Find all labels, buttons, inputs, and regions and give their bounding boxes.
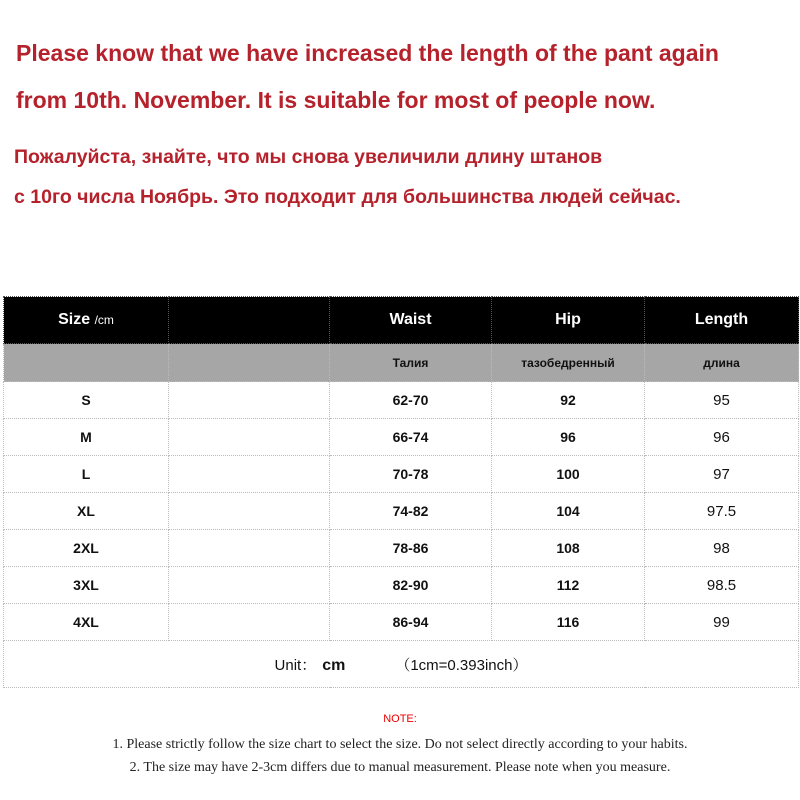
unit-label: /cm <box>94 313 114 327</box>
size-chart-table <box>3 296 799 688</box>
cell-size: XL <box>4 493 169 530</box>
cell-empty <box>169 567 330 604</box>
cell-length: 96 <box>645 419 799 456</box>
cell-length: 98 <box>645 530 799 567</box>
cell-empty <box>169 604 330 641</box>
header-empty <box>169 297 330 344</box>
subheader-row <box>4 344 799 382</box>
cell-waist: 82-90 <box>330 567 492 604</box>
note-1: 1. Please strictly follow the size chart to select the size. Do not select directly according to your habits. <box>112 737 688 752</box>
cell-size: 4XL <box>4 604 169 641</box>
cell-empty <box>169 530 330 567</box>
cell-empty <box>169 382 330 419</box>
sub-empty <box>4 344 169 382</box>
table-row <box>4 419 799 456</box>
size-label: Size <box>58 311 91 328</box>
cell-empty <box>169 456 330 493</box>
cell-waist: 62-70 <box>330 382 492 419</box>
sub-length: длина <box>645 344 799 382</box>
cell-size: L <box>4 456 169 493</box>
cell-waist: 86-94 <box>330 604 492 641</box>
headline-en-1: Please know that we have increased the length of the pant again <box>16 40 719 66</box>
sub-empty <box>169 344 330 382</box>
cell-size: 3XL <box>4 567 169 604</box>
note-2: 2. The size may have 2-3cm differs due to manual measurement. Please note when you measure. <box>129 760 671 775</box>
cell-waist: 70-78 <box>330 456 492 493</box>
header-row <box>4 297 799 344</box>
cell-size: M <box>4 419 169 456</box>
table-row <box>4 530 799 567</box>
cell-size: S <box>4 382 169 419</box>
header-waist: Waist <box>330 297 492 344</box>
cell-size: 2XL <box>4 530 169 567</box>
cell-hip: 108 <box>492 530 645 567</box>
table-row <box>4 456 799 493</box>
cell-hip: 92 <box>492 382 645 419</box>
cell-hip: 116 <box>492 604 645 641</box>
cell-empty <box>169 419 330 456</box>
cell-waist: 66-74 <box>330 419 492 456</box>
cell-length: 98.5 <box>645 567 799 604</box>
cell-empty <box>169 493 330 530</box>
sub-hip: тазобедренный <box>492 344 645 382</box>
cell-hip: 104 <box>492 493 645 530</box>
table-row <box>4 493 799 530</box>
cell-hip: 100 <box>492 456 645 493</box>
cell-length: 97.5 <box>645 493 799 530</box>
cell-length: 99 <box>645 604 799 641</box>
conversion-text: （1cm=0.393inch） <box>395 656 528 674</box>
cell-length: 95 <box>645 382 799 419</box>
headline-ru-1: Пожалуйста, знайте, что мы снова увеличили длину штанов <box>14 146 603 168</box>
unit-text: Unit： <box>274 656 317 674</box>
header-size <box>4 297 169 344</box>
unit-value: cm <box>322 656 346 674</box>
sub-waist: Талия <box>330 344 492 382</box>
table-row <box>4 604 799 641</box>
table-row <box>4 567 799 604</box>
headline-ru-2: с 10го числа Ноябрь. Это подходит для большинства людей сейчас. <box>14 186 681 208</box>
note-title: NOTE: <box>383 713 417 725</box>
header-length: Length <box>645 297 799 344</box>
unit-cell <box>4 641 799 688</box>
header-hip: Hip <box>492 297 645 344</box>
unit-row <box>4 641 799 688</box>
cell-hip: 112 <box>492 567 645 604</box>
cell-hip: 96 <box>492 419 645 456</box>
table-row <box>4 382 799 419</box>
cell-waist: 74-82 <box>330 493 492 530</box>
cell-length: 97 <box>645 456 799 493</box>
cell-waist: 78-86 <box>330 530 492 567</box>
headline-en-2: from 10th. November. It is suitable for most of people now. <box>16 87 656 113</box>
